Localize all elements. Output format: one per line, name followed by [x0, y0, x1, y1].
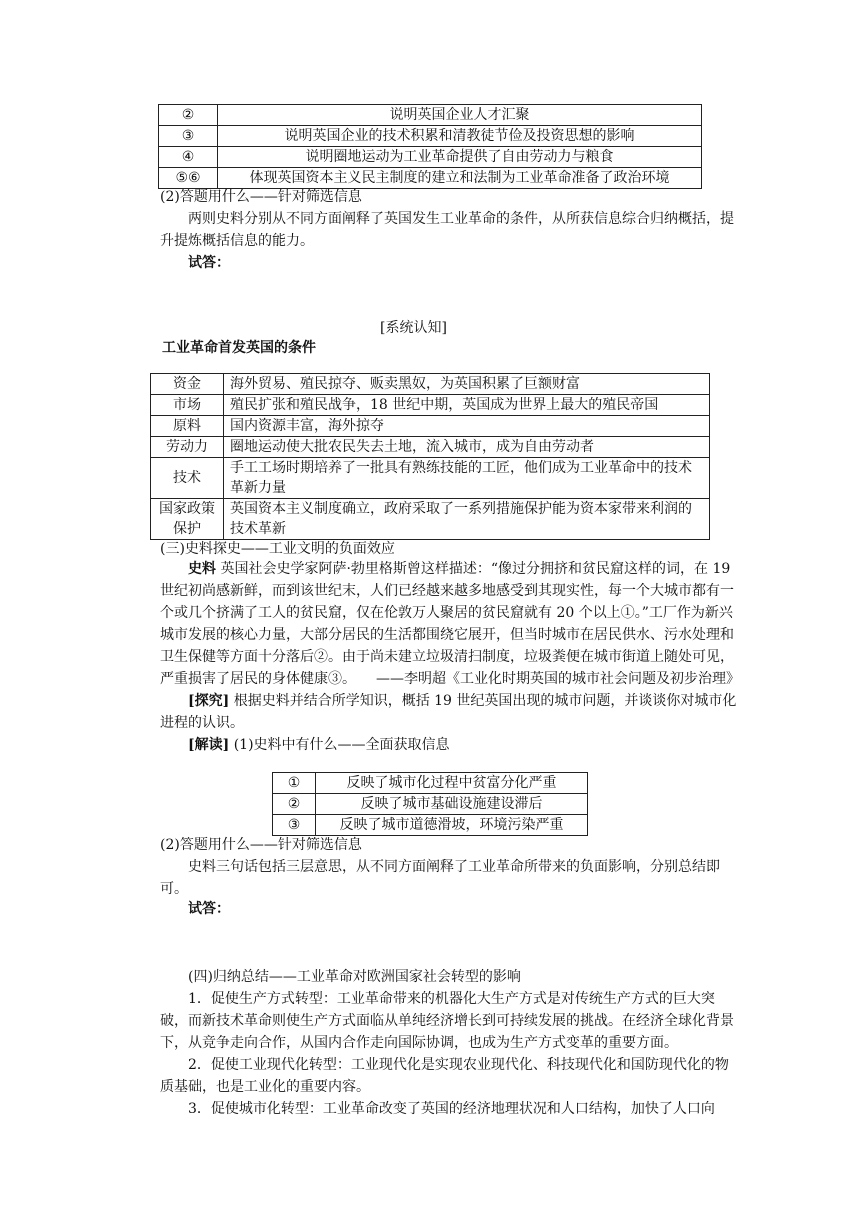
read-text: (1)史料中有什么——全面获取信息 — [233, 737, 450, 753]
table-row — [273, 773, 588, 794]
system-label: [系统认知] — [380, 320, 447, 336]
row-value: 圈地运动使大批农民失去土地，流入城市，成为自由劳动者 — [224, 437, 710, 458]
info-table-1 — [158, 104, 702, 189]
explore-label: [探究] — [188, 693, 230, 709]
table-row — [273, 815, 588, 836]
section3-q2-text: 史料三句话包括三层意思，从不同方面阐释了工业革命所带来的负面影响，分别总结即可。 — [160, 859, 720, 897]
table-row — [159, 105, 702, 126]
row-value: 海外贸易、殖民掠夺、贩卖黑奴，为英国积累了巨额财富 — [224, 374, 710, 395]
row-key: 原料 — [151, 416, 224, 437]
row-number: ① — [273, 773, 316, 794]
table-row — [151, 374, 710, 395]
info-table-3 — [272, 772, 588, 836]
table-row — [151, 395, 710, 416]
row-text: 反映了城市基础设施建设滞后 — [316, 794, 588, 815]
source-text: 英国社会史学家阿萨·勃里格斯曾这样描述：“像过分拥挤和贫民窟这样的词，在 19 世纪初尚感新鲜，而到该世纪末，人们已经越来越多地感受到其现实性，每一个大城市都有一个或几个挤满了工人的贫民窟，仅在伦敦万人聚居的贫民窟就有 20 个以上①。”工厂作为新兴城市发展的核心力量，大部分居民的生活都围绕它展开，但当时城市在居民供水、污水处理和卫生保健等方面十分落后②。由于尚未建立垃圾清扫制度，垃圾粪便在城市街道上随处可见，严重损害了居民的身体健康③。 — [160, 561, 734, 687]
section3-title: (三)史料探史——工业文明的负面效应 — [160, 541, 395, 557]
table-row — [151, 416, 710, 437]
row-text: 反映了城市化过程中贫富分化严重 — [316, 773, 588, 794]
row-text: 反映了城市道德滑坡，环境污染严重 — [316, 815, 588, 836]
row-text: 体现英国资本主义民主制度的建立和法制为工业革命准备了政治环境 — [218, 168, 702, 189]
row-value: 殖民扩张和殖民战争，18 世纪中期，英国成为世界上最大的殖民帝国 — [224, 395, 710, 416]
row-number: ⑤⑥ — [159, 168, 218, 189]
row-number: ③ — [273, 815, 316, 836]
row-key: 劳动力 — [151, 437, 224, 458]
row-text: 说明圈地运动为工业革命提供了自由劳动力与粮食 — [218, 147, 702, 168]
section1-q2-title: (2)答题用什么——针对筛选信息 — [160, 189, 362, 205]
section1-try-answer: 试答： — [188, 255, 230, 271]
row-key: 资金 — [151, 374, 224, 395]
section3-q2-title: (2)答题用什么——针对筛选信息 — [160, 837, 362, 853]
table-row — [159, 147, 702, 168]
table-row — [151, 499, 710, 540]
row-key: 技术 — [151, 458, 224, 499]
row-value: 国内资源丰富，海外掠夺 — [224, 416, 710, 437]
row-text: 说明英国企业人才汇聚 — [218, 105, 702, 126]
table-row — [273, 794, 588, 815]
read-label: [解读] — [188, 737, 230, 753]
row-number: ④ — [159, 147, 218, 168]
section4-title: (四)归纳总结——工业革命对欧洲国家社会转型的影响 — [188, 969, 521, 985]
row-number: ② — [273, 794, 316, 815]
row-key: 市场 — [151, 395, 224, 416]
row-number: ② — [159, 105, 218, 126]
section1-q2-text: 两则史料分别从不同方面阐释了英国发生工业革命的条件，从所获信息综合归纳概括，提升提炼概括信息的能力。 — [160, 211, 734, 249]
explore-paragraph — [160, 690, 740, 734]
section4-point-2: 2．促使工业现代化转型：工业现代化是实现农业现代化、科技现代化和国防现代化的物质基础，也是工业化的重要内容。 — [160, 1057, 729, 1095]
read-paragraph — [160, 734, 740, 756]
section4-point-3: 3．促使城市化转型：工业革命改变了英国的经济地理状况和人口结构，加快了人口向 — [188, 1101, 715, 1117]
row-number: ③ — [159, 126, 218, 147]
conditions-table — [150, 373, 710, 540]
explore-text: 根据史料并结合所学知识，概括 19 世纪英国出现的城市问题，并谈谈你对城市化进程的认识。 — [160, 693, 737, 731]
table-row — [151, 437, 710, 458]
row-value: 手工工场时期培养了一批具有熟练技能的工匠，他们成为工业革命中的技术革新力量 — [224, 458, 710, 499]
section4-point-1: 1．促使生产方式转型：工业革命带来的机器化大生产方式是对传统生产方式的巨大突破，而新技术革命则使生产方式面临从单纯经济增长到可持续发展的挑战。在经济全球化背景下，从竞争走向合作，从国内合作走向国际协调，也成为生产方式变革的重要方面。 — [160, 991, 734, 1051]
row-text: 说明英国企业的技术积累和清教徒节俭及投资思想的影响 — [218, 126, 702, 147]
row-value: 英国资本主义制度确立，政府采取了一系列措施保护能为资本家带来利润的技术革新 — [224, 499, 710, 540]
table-row — [159, 126, 702, 147]
system-title: 工业革命首发英国的条件 — [162, 340, 316, 356]
source-citation: ——李明超《工业化时期英国的城市社会问题及初步治理》 — [376, 671, 740, 687]
source-label: 史料 — [188, 561, 216, 577]
section3-try-answer: 试答： — [188, 901, 230, 917]
table-row — [151, 458, 710, 499]
row-key: 国家政策保护 — [151, 499, 224, 540]
